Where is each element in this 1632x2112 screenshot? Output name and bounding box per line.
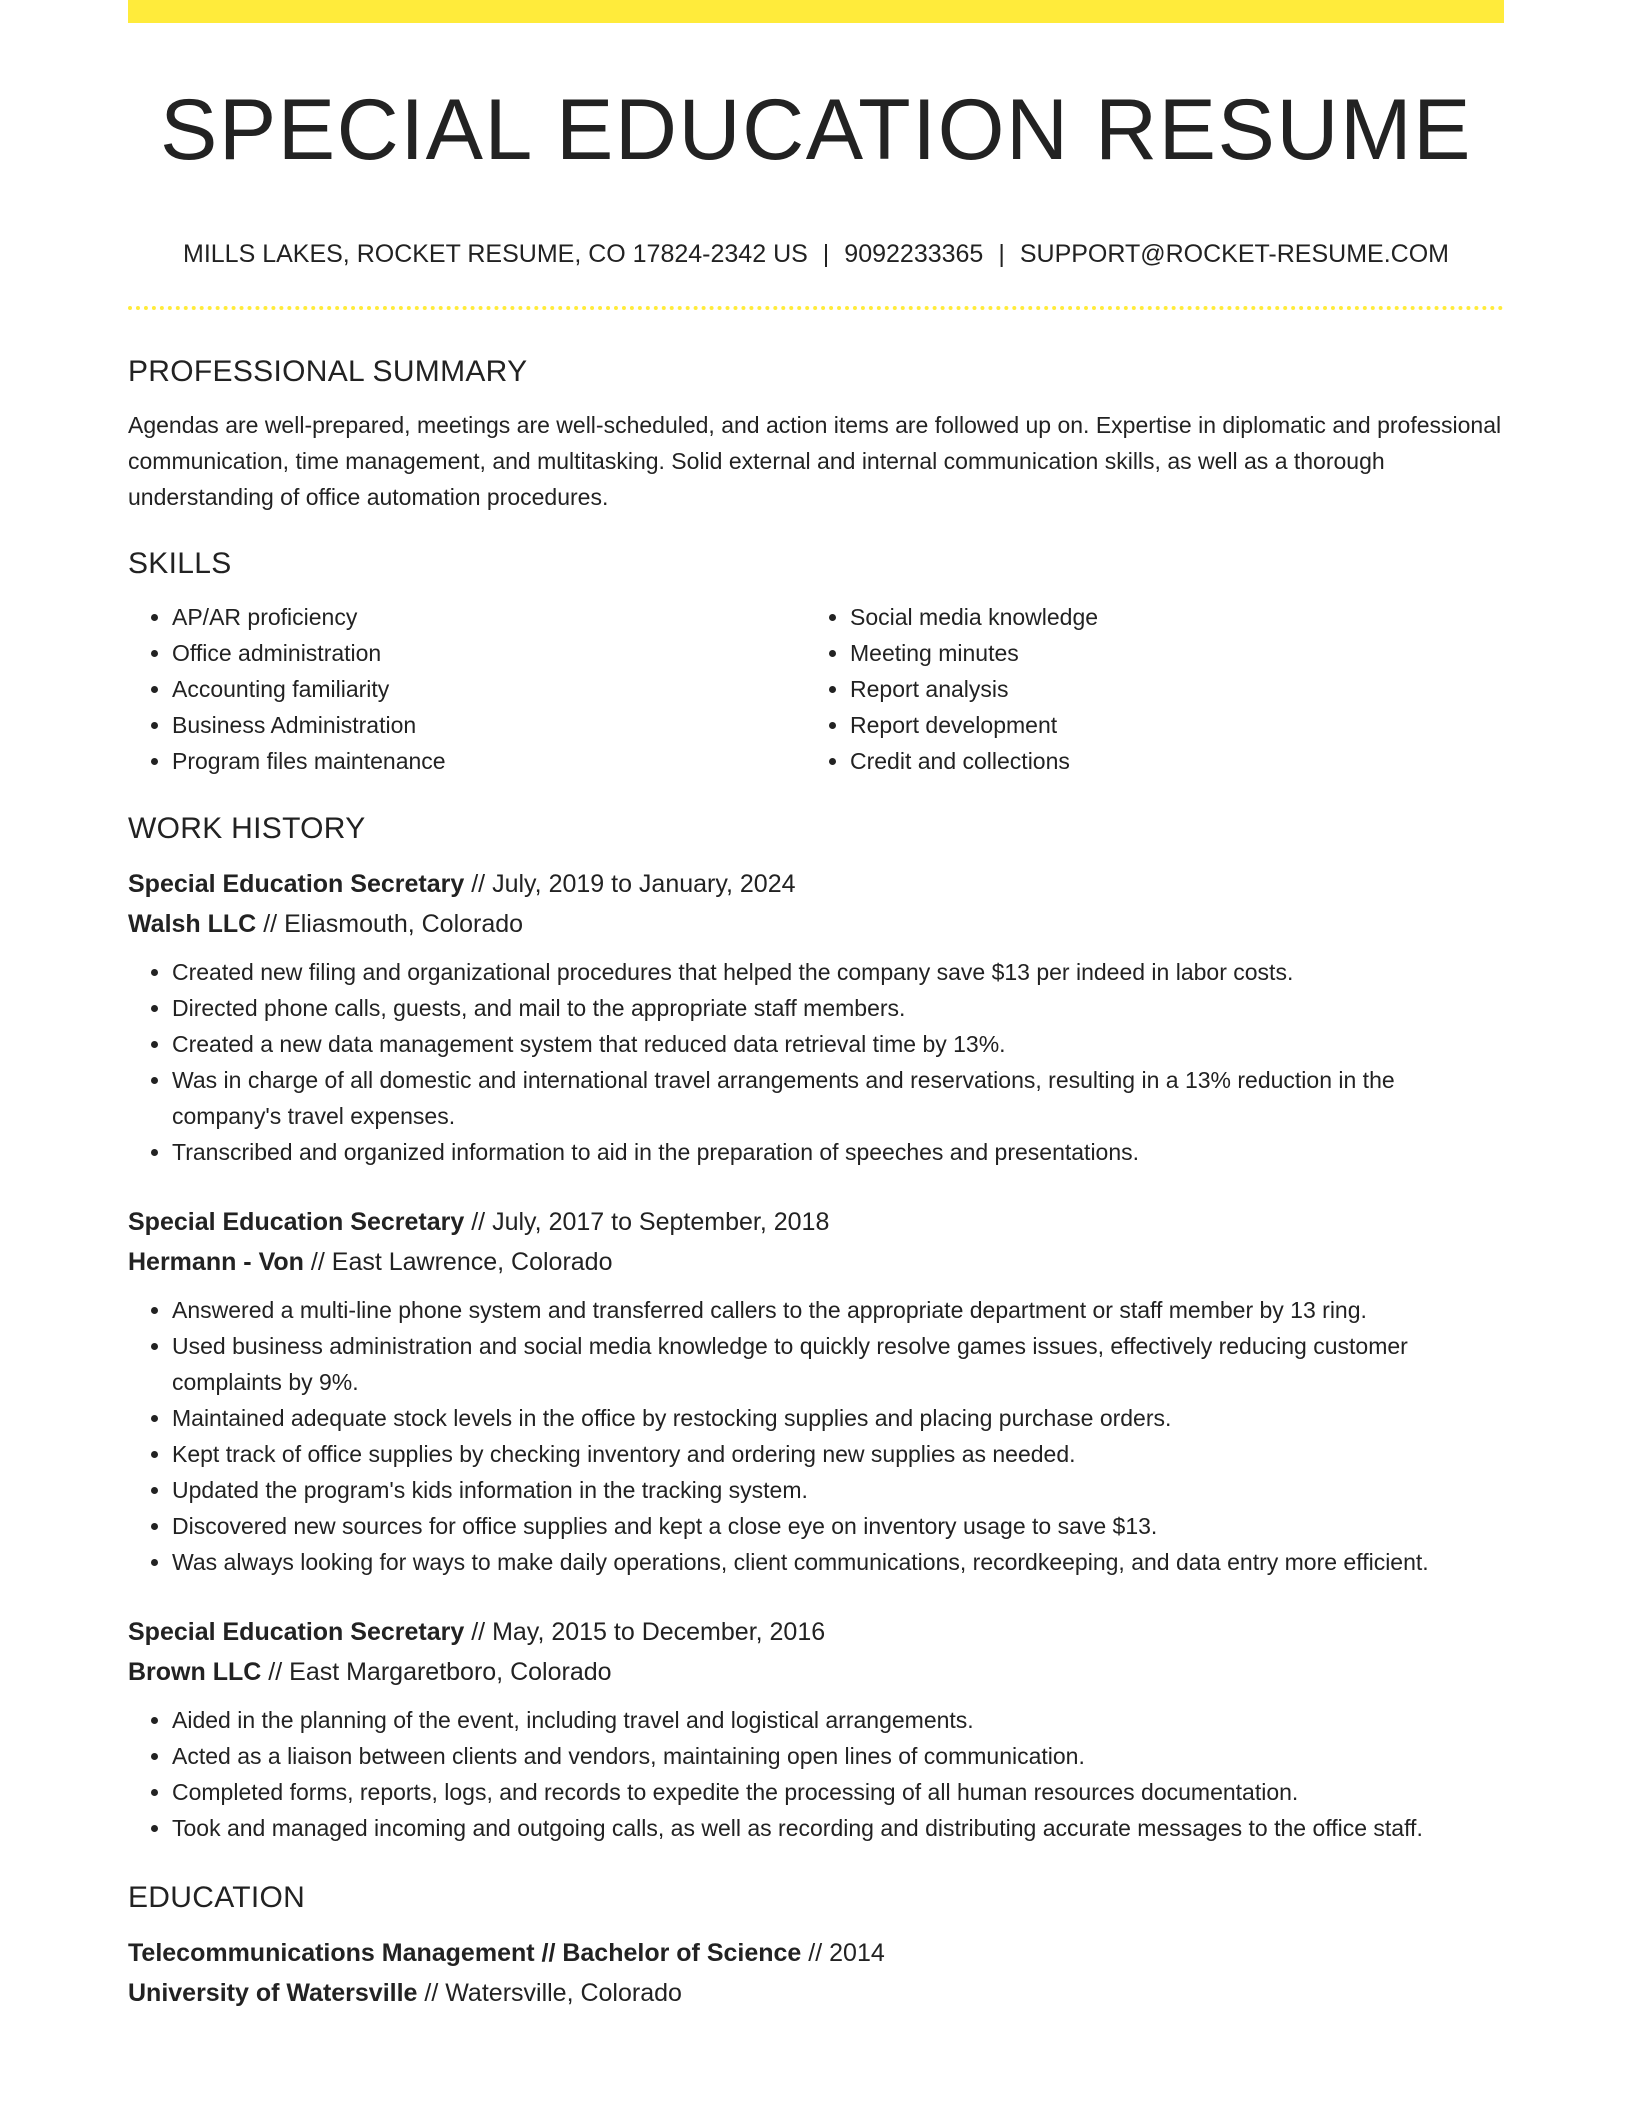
job-bullet: • Aided in the planning of the event, including travel and logistical arrangements. [172,1702,1504,1738]
education-location: Watersville, Colorado [445,1979,682,2007]
field-separator: // [808,1939,823,1967]
job-company-line [128,904,1504,944]
resume-title: SPECIAL EDUCATION RESUME [160,82,1472,178]
job-bullet: • Acted as a liaison between clients and vendors, maintaining open lines of communication. [172,1738,1504,1774]
job-bullet: • Updated the program's kids information in the tracking system. [172,1472,1504,1508]
job-company-line [128,1652,1504,1692]
job-bullet: • Answered a multi-line phone system and transferred callers to the appropriate department or staff member by 13 ring. [172,1292,1504,1328]
summary-heading: PROFESSIONAL SUMMARY [128,355,528,388]
skill-item: • Business Administration [172,707,806,743]
job-location: East Margaretboro, Colorado [289,1658,612,1686]
job-title-line [128,864,1504,904]
contact-separator: | [998,240,1005,268]
skill-item: • Report analysis [850,671,1484,707]
contact-email: SUPPORT@ROCKET-RESUME.COM [1019,240,1449,268]
skill-item: • Social media knowledge [850,599,1484,635]
skills-section [128,544,1504,779]
field-separator: // [424,1979,439,2007]
skills-heading: SKILLS [128,547,232,580]
field-separator: // [263,910,278,938]
job-title: Special Education Secretary [128,870,465,898]
skill-item: • Office administration [172,635,806,671]
skills-right-list [806,599,1484,779]
education-section [128,1878,1504,2013]
field-separator: // [310,1248,325,1276]
skill-item: • Credit and collections [850,743,1484,779]
skill-item: • Accounting familiarity [172,671,806,707]
skill-item: • AP/AR proficiency [172,599,806,635]
summary-section [128,352,1504,515]
job-entry [128,1202,1504,1580]
job-company: Hermann - Von [128,1248,304,1276]
job-bullet: • Created a new data management system that reduced data retrieval time by 13%. [172,1026,1504,1062]
accent-bar [128,0,1504,23]
job-title-line [128,1202,1504,1242]
education-school-line [128,1973,1504,2013]
job-bullet: • Directed phone calls, guests, and mail to the appropriate staff members. [172,990,1504,1026]
job-bullet: • Used business administration and social media knowledge to quickly resolve games issues, effectively reducing customer complaints by 9%. [172,1328,1504,1400]
education-school: University of Watersville [128,1979,418,2007]
job-dates: July, 2019 to January, 2024 [492,870,796,898]
skill-item: • Program files maintenance [172,743,806,779]
job-bullet: • Took and managed incoming and outgoing calls, as well as recording and distributing accurate messages to the office staff. [172,1810,1504,1846]
work-history-section [128,809,1504,1846]
field-separator: // [471,1618,486,1646]
job-title-line [128,1612,1504,1652]
job-company: Walsh LLC [128,910,257,938]
job-bullet: • Transcribed and organized information to aid in the preparation of speeches and presentations. [172,1134,1504,1170]
field-separator: // [471,870,486,898]
skill-item: • Meeting minutes [850,635,1484,671]
job-dates: July, 2017 to September, 2018 [492,1208,830,1236]
job-title: Special Education Secretary [128,1618,465,1646]
job-company: Brown LLC [128,1658,262,1686]
dotted-divider [128,306,1504,310]
job-dates: May, 2015 to December, 2016 [492,1618,826,1646]
contact-address: MILLS LAKES, ROCKET RESUME, CO 17824-2342 US [183,240,808,268]
job-bullet: • Was in charge of all domestic and international travel arrangements and reservations, resulting in a 13% reduction in the company's travel expenses. [172,1062,1504,1134]
job-bullets [128,954,1504,1170]
job-location: Eliasmouth, Colorado [284,910,524,938]
job-entry [128,864,1504,1170]
job-bullet: • Completed forms, reports, logs, and records to expedite the processing of all human resources documentation. [172,1774,1504,1810]
resume-content [128,352,1504,2013]
skill-item: • Report development [850,707,1484,743]
job-bullet: • Was always looking for ways to make daily operations, client communications, recordkeeping, and data entry more efficient. [172,1544,1504,1580]
job-bullet: • Discovered new sources for office supplies and kept a close eye on inventory usage to save $13. [172,1508,1504,1544]
contact-phone: 9092233365 [844,240,984,268]
field-separator: // [268,1658,283,1686]
job-bullet: • Maintained adequate stock levels in the office by restocking supplies and placing purchase orders. [172,1400,1504,1436]
education-degree-line [128,1933,1504,1973]
skills-left-list [128,599,806,779]
job-location: East Lawrence, Colorado [331,1248,613,1276]
education-degree: Telecommunications Management // Bachelor of Science [128,1939,802,1967]
summary-text: Agendas are well-prepared, meetings are well-scheduled, and action items are followed up on. Expertise in diplomatic and professional communication, time management, and multitasking. Solid external and internal communication skills, as well as a thorough understanding of office automation procedures. [128,412,1502,510]
contact-line [128,236,1504,272]
job-bullets [128,1292,1504,1580]
work-history-heading: WORK HISTORY [128,812,366,845]
job-title: Special Education Secretary [128,1208,465,1236]
education-heading: EDUCATION [128,1881,306,1914]
job-bullet: • Kept track of office supplies by checking inventory and ordering new supplies as needed. [172,1436,1504,1472]
skills-columns [128,599,1504,779]
job-bullets [128,1702,1504,1846]
contact-separator: | [822,240,830,268]
field-separator: // [471,1208,486,1236]
job-bullet: • Created new filing and organizational procedures that helped the company save $13 per indeed in labor costs. [172,954,1504,990]
job-entry [128,1612,1504,1846]
education-year: 2014 [829,1939,885,1967]
job-company-line [128,1242,1504,1282]
